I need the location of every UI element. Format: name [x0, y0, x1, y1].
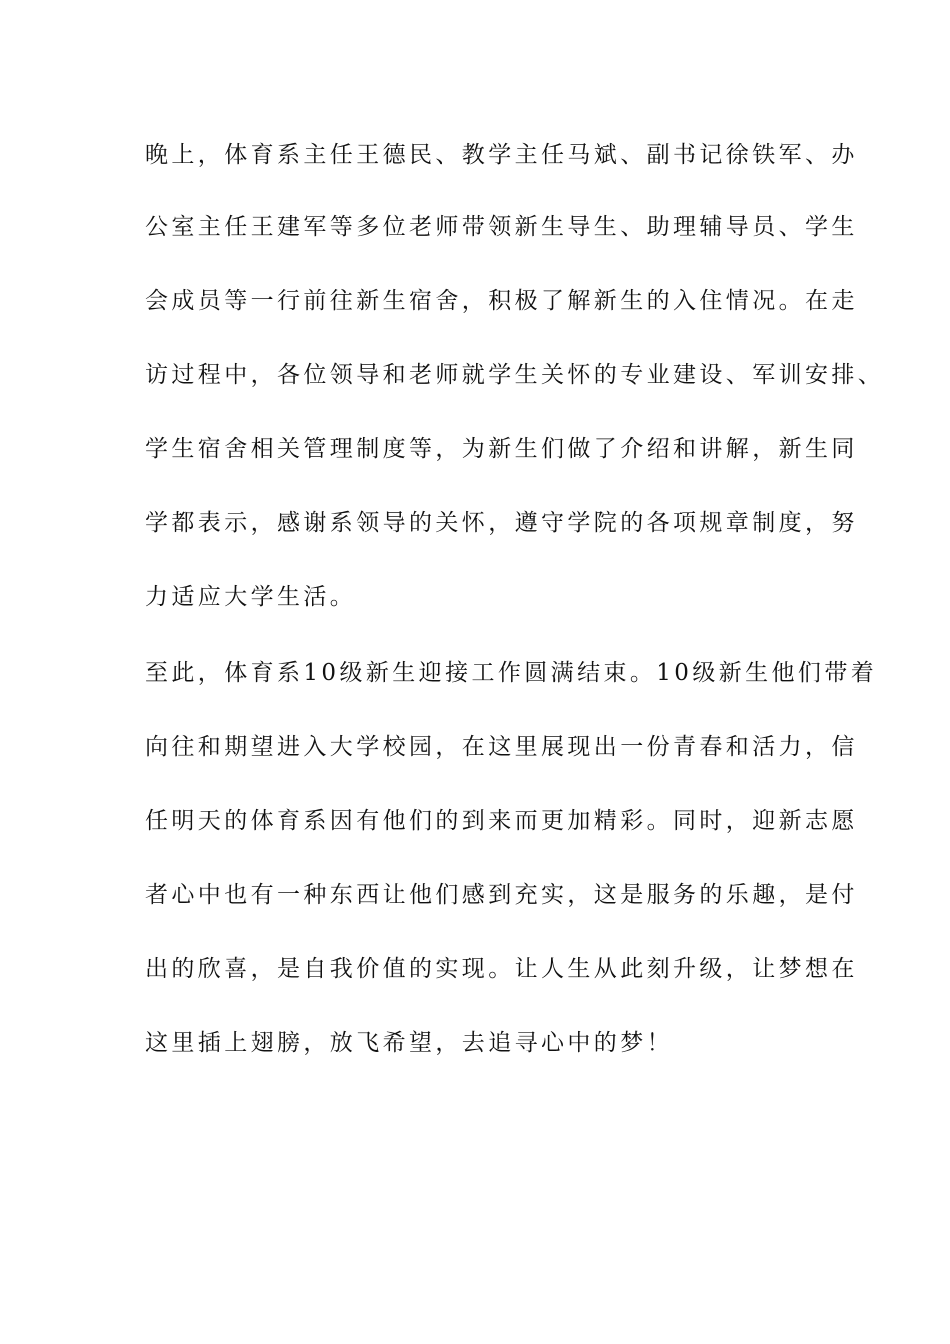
text-line: 会成员等一行前往新生宿舍，积极了解新生的入住情况。在走 — [145, 288, 858, 314]
text-line: 学生宿舍相关管理制度等，为新生们做了介绍和讲解，新生同 — [145, 436, 858, 462]
text-line: 任明天的体育系因有他们的到来而更加精彩。同时，迎新志愿 — [145, 808, 858, 834]
text-line: 公室主任王建军等多位老师带领新生导生、助理辅导员、学生 — [145, 214, 858, 240]
text-line: 者心中也有一种东西让他们感到充实，这是服务的乐趣，是付 — [145, 882, 858, 908]
text-line: 向往和期望进入大学校园，在这里展现出一份青春和活力，信 — [145, 734, 858, 760]
text-line: 晚上，体育系主任王德民、教学主任马斌、副书记徐铁军、办 — [145, 142, 858, 168]
text-line: 出的欣喜，是自我价值的实现。让人生从此刻升级，让梦想在 — [145, 956, 858, 982]
text-line: 力适应大学生活。 — [145, 584, 357, 610]
text-line: 学都表示，感谢系领导的关怀，遵守学院的各项规章制度，努 — [145, 510, 858, 536]
text-line: 访过程中，各位领导和老师就学生关怀的专业建设、军训安排、 — [145, 362, 885, 388]
text-line: 这里插上翅膀，放飞希望，去追寻心中的梦！ — [145, 1030, 673, 1056]
text-line: 至此，体育系10级新生迎接工作圆满结束。10级新生他们带着 — [145, 660, 878, 686]
